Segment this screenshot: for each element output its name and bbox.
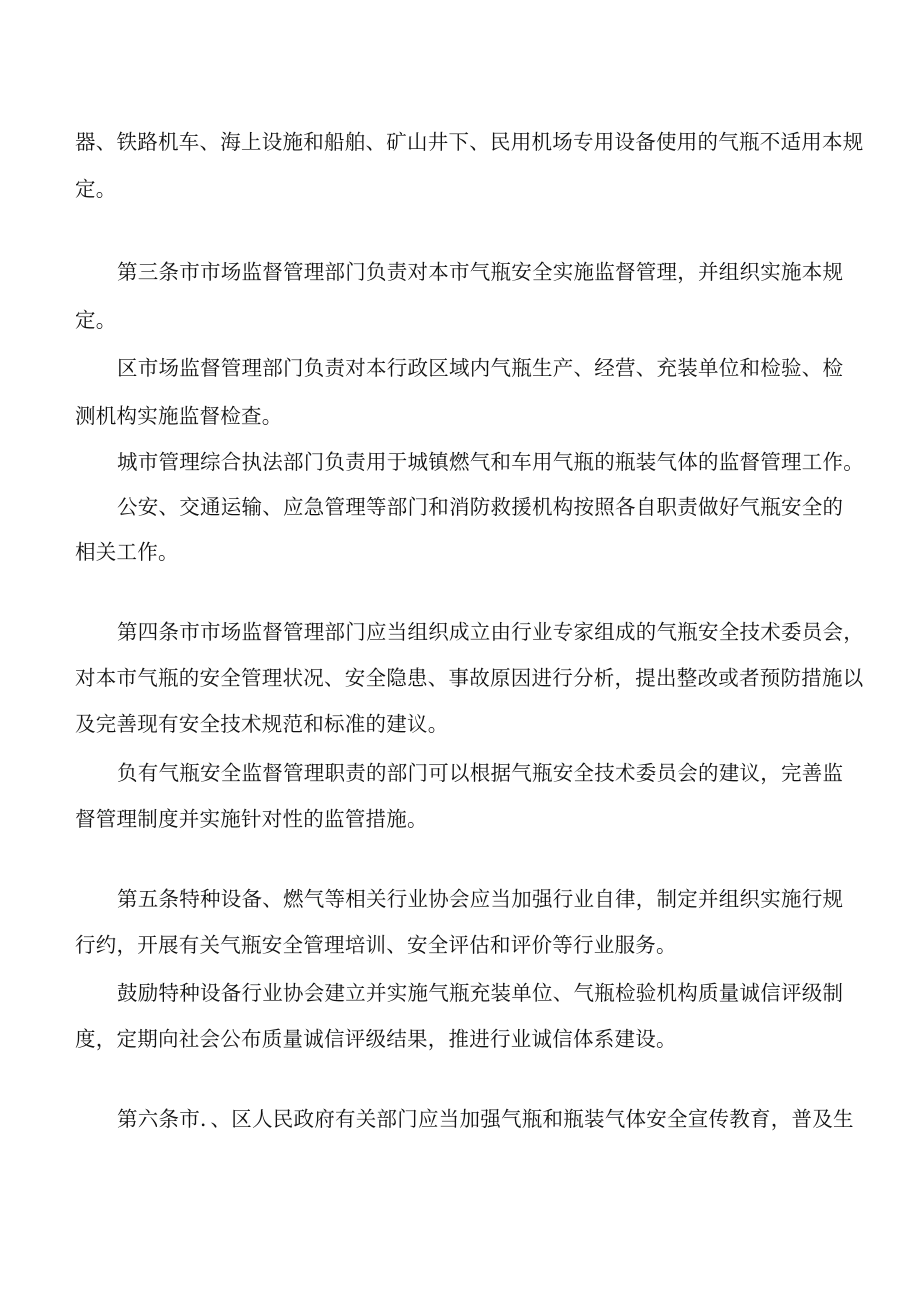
text-line: 公安、交通运输、应急管理等部门和消防救援机构按照各自职责做好气瓶安全的	[117, 495, 844, 519]
article-5-line: 第五条特种设备、燃气等相关行业协会应当加强行业自律，制定并组织实施行规	[117, 887, 844, 911]
text-line: 测机构实施监督检查。	[75, 404, 283, 428]
text-line: 负有气瓶安全监督管理职责的部门可以根据气瓶安全技术委员会的建议，完善监	[117, 761, 844, 785]
text-line: 鼓励特种设备行业协会建立并实施气瓶充装单位、气瓶检验机构质量诚信评级制	[117, 981, 844, 1005]
text-line: 相关工作。	[75, 540, 179, 564]
text-line: 督管理制度并实施针对性的监管措施。	[75, 807, 428, 831]
text-line: 器、铁路机车、海上设施和船舶、矿山井下、民用机场专用设备使用的气瓶不适用本规	[75, 130, 864, 154]
article-3-line: 第三条市市场监督管理部门负责对本市气瓶安全实施监督管理，并组织实施本规	[117, 260, 844, 284]
text-line: 及完善现有安全技术规范和标准的建议。	[75, 712, 449, 736]
text-line: 对本市气瓶的安全管理状况、安全隐患、事故原因进行分析，提出整改或者预防措施以	[75, 666, 864, 690]
text-line: 度，定期向社会公布质量诚信评级结果，推进行业诚信体系建设。	[75, 1027, 677, 1051]
text-line: 区市场监督管理部门负责对本行政区域内气瓶生产、经营、充装单位和检验、检	[117, 356, 844, 380]
article-6-line: 第六条市．、区人民政府有关部门应当加强气瓶和瓶装气体安全宣传教育，普及生	[117, 1107, 854, 1131]
text-line: 城市管理综合执法部门负责用于城镇燃气和车用气瓶的瓶装气体的监督管理工作。	[117, 450, 864, 474]
text-line: 行约，开展有关气瓶安全管理培训、安全评估和评价等行业服务。	[75, 933, 677, 957]
article-4-line: 第四条市市场监督管理部门应当组织成立由行业专家组成的气瓶安全技术委员会，	[117, 620, 864, 644]
text-line: 定。	[75, 177, 117, 201]
text-line: 定。	[75, 308, 117, 332]
